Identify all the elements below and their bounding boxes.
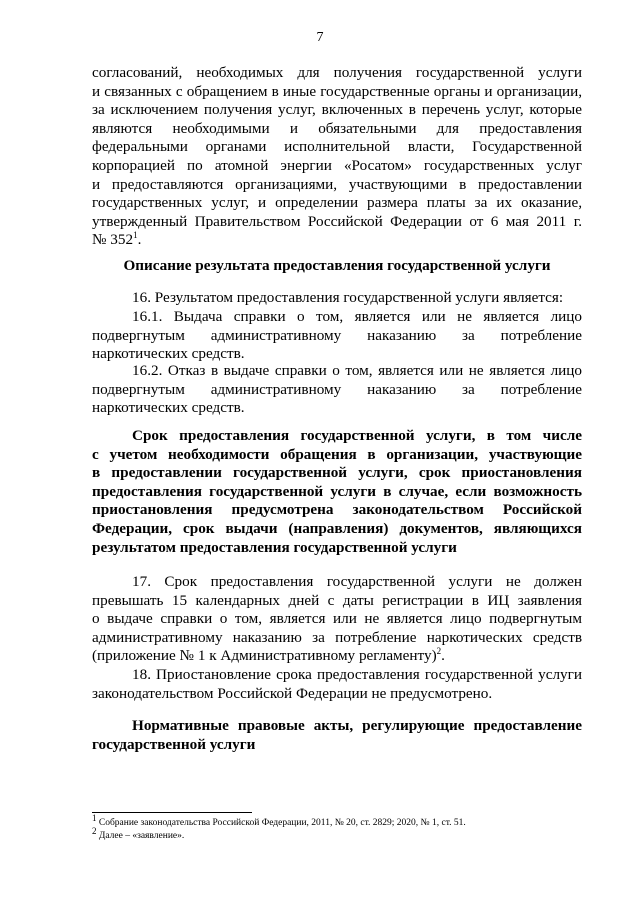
text-line: и предоставляются организациями, участвующими в предоставлении — [92, 175, 582, 193]
paragraph-continuation — [92, 64, 582, 250]
footnote — [92, 812, 592, 829]
text-line — [92, 647, 582, 666]
text-line: и связанных с обращением в иные государственные органы и организации, — [92, 82, 582, 100]
text-line: подвергнутым административному наказанию за потребление — [92, 380, 582, 398]
text-line — [92, 231, 582, 250]
heading-line: приостановления предусмотрена законодательством Российской — [92, 501, 582, 519]
text-line: законодательством Российской Федерации не предусмотрено. — [92, 684, 493, 702]
section-heading — [92, 427, 582, 557]
heading-line: результатом предоставления государственной услуги — [92, 538, 457, 556]
paragraph-16 — [92, 289, 582, 308]
footnote — [92, 825, 592, 842]
heading-line: Срок предоставления государственной услуги, в том числе — [132, 427, 582, 444]
text-line: государственных услуг, и определении размера платы за их оказание, — [92, 194, 582, 212]
heading-line: Федерации, срок выдачи (направления) документов, являющихся — [92, 519, 582, 537]
footnote-text: Собрание законодательства Российской Федерации, 2011, № 20, ст. 2829; 2020, № 1, ст. 51. — [98, 818, 466, 828]
footnote-ref: 2 — [436, 646, 442, 657]
text-line: утвержденный Правительством Российской Федерации от 6 мая 2011 г. — [92, 212, 582, 230]
footnote-text: Далее – «заявление». — [98, 831, 185, 841]
section-heading — [92, 717, 582, 754]
section-heading: Описание результата предоставления государственной услуги — [123, 257, 551, 274]
text-line: согласований, необходимых для получения государственной услуги — [92, 64, 582, 81]
footnote-number: 1 — [92, 812, 97, 823]
footnote-ref: 1 — [133, 230, 138, 241]
text-line: наркотических средств. — [92, 399, 245, 417]
paragraph-17 — [92, 573, 582, 666]
text-line: корпорацией по атомной энергии «Росатом» государственных услуг — [92, 156, 582, 174]
text-line: наркотических средств. — [92, 345, 245, 363]
text-line: за исключением получения услуг, включенных в перечень услуг, которые — [92, 101, 582, 119]
text-line: 16.1. Выдача справки о том, является или не является лицо — [132, 308, 582, 325]
text-line: 18. Приостановление срока предоставления государственной услуги — [132, 666, 582, 683]
text-line: являются необходимыми и обязательными для предоставления — [92, 119, 582, 137]
paragraph-18 — [92, 666, 582, 703]
text-line: подвергнутым административному наказанию за потребление — [92, 326, 582, 344]
text-line: 16.2. Отказ в выдаче справки о том, является или не является лицо — [132, 362, 582, 379]
text-line: о выдаче справки о том, является или не является лицо подвергнутым — [92, 610, 582, 628]
text-line: 16. Результатом предоставления государственной услуги является: — [132, 289, 564, 306]
heading-line: предоставления государственной услуги в случае, если возможность — [92, 482, 582, 500]
text-line: административному наказанию за потребление наркотических средств — [92, 628, 582, 646]
text-span: № 352 — [92, 231, 134, 249]
paragraph-16-1 — [92, 308, 582, 364]
text-line: 17. Срок предоставления государственной услуги не должен — [132, 573, 582, 590]
heading-line: с учетом необходимости обращения в организации, участвующие — [92, 445, 582, 463]
heading-line: государственной услуги — [92, 735, 256, 753]
text-line: федеральными органами исполнительной власти, Государственной — [92, 138, 582, 156]
paragraph-16-2 — [92, 362, 582, 418]
heading-line: Нормативные правовые акты, регулирующие предоставление — [132, 717, 582, 734]
text-line: превышать 15 календарных дней с даты регистрации в ИЦ заявления — [92, 591, 582, 609]
text-span: . — [441, 647, 445, 665]
page-number: 7 — [316, 30, 324, 45]
footnote-number: 2 — [92, 825, 97, 836]
footnote-separator — [92, 812, 252, 813]
heading-line: в предоставлении государственной услуги, срок приостановления — [92, 464, 582, 482]
text-span: (приложение № 1 к Административному регламенту) — [92, 647, 437, 665]
text-span: . — [137, 231, 142, 249]
